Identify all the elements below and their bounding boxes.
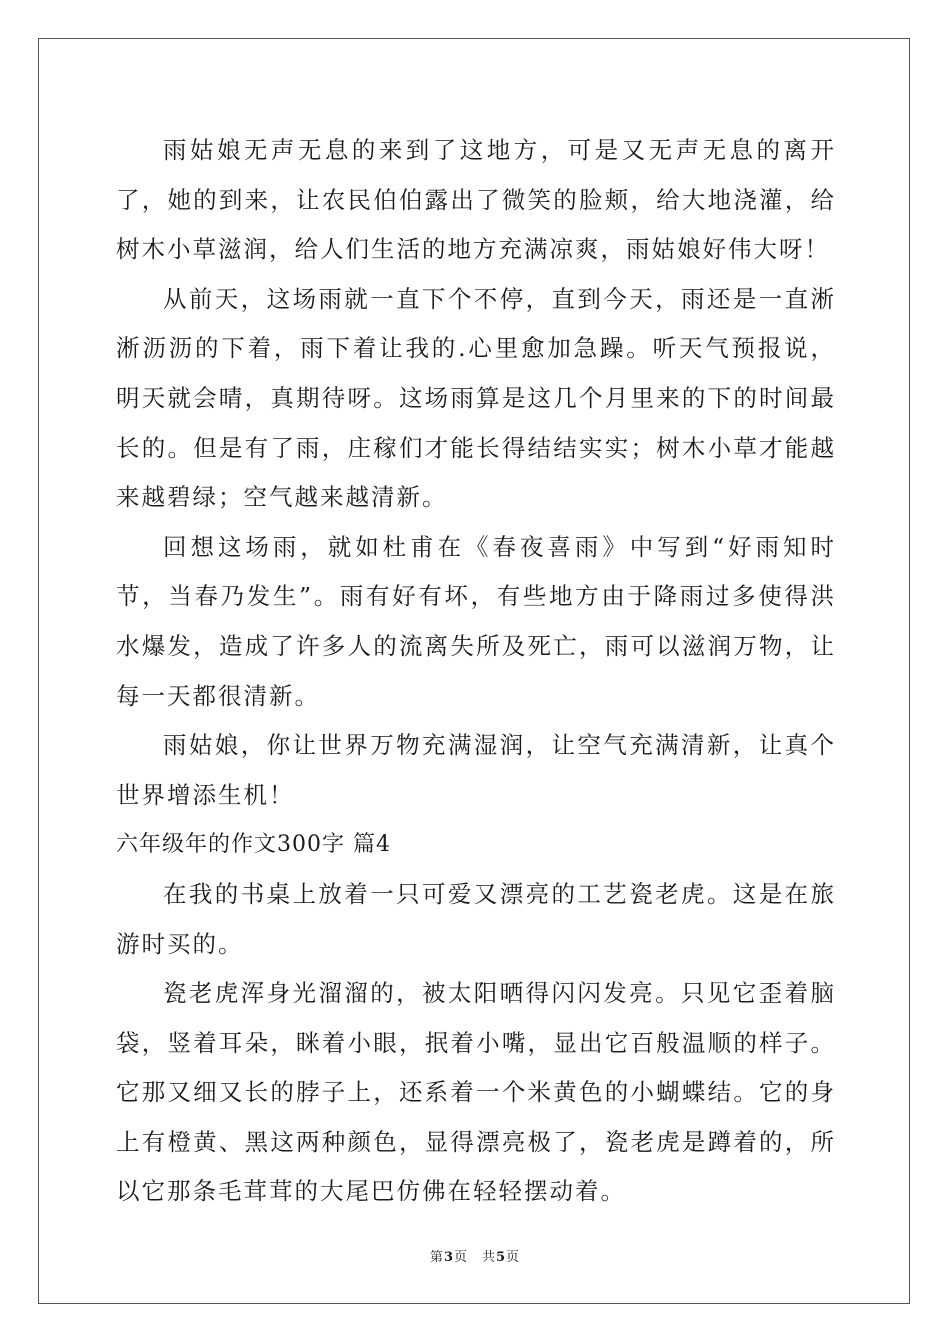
paragraph: 从前天，这场雨就一直下个不停，直到今天，雨还是一直淅淅沥沥的下着，雨下着让我的.心里愈加急躁。听天气预报说，明天就会晴，真期待呀。这场雨算是这几个月里来的下的时间最长的。但是有了雨，庄稼们才能长得结结实实；树木小草才能越来越碧绿；空气越来越清新。	[116, 284, 836, 512]
current-page-number: 3	[443, 1250, 454, 1265]
footer-suffix: 页	[506, 1250, 521, 1265]
page-footer	[0, 1246, 950, 1265]
section-heading: 六年级年的作文300字 篇4	[116, 832, 391, 858]
paragraph: 瓷老虎浑身光溜溜的，被太阳晒得闪闪发亮。只见它歪着脑袋，竖着耳朵，眯着小眼，抿着小嘴，显出它百般温顺的样子。它那又细又长的脖子上，还系着一个米黄色的小蝴蝶结。它的身上有橙黄、黑这两种颜色，显得漂亮极了，瓷老虎是蹲着的，所以它那条毛茸茸的大尾巴仿佛在轻轻摆动着。	[116, 979, 836, 1206]
paragraph: 回想这场雨，就如杜甫在《春夜喜雨》中写到“好雨知时节，当春乃发生”。雨有好有坏，有些地方由于降雨过多使得洪水爆发，造成了许多人的流离失所及死亡，雨可以滋润万物，让每一天都很清新。	[116, 532, 836, 710]
document-body	[116, 126, 836, 1217]
total-page-number: 5	[496, 1250, 507, 1265]
footer-prefix: 第	[429, 1250, 444, 1265]
paragraph: 雨姑娘，你让世界万物充满湿润，让空气充满清新，让真个世界增添生机！	[116, 731, 836, 809]
paragraph: 在我的书桌上放着一只可爱又漂亮的工艺瓷老虎。这是在旅游时买的。	[116, 879, 836, 958]
paragraph: 雨姑娘无声无息的来到了这地方，可是又无声无息的离开了，她的到来，让农民伯伯露出了微笑的脸颊，给大地浇灌，给树木小草滋润，给人们生活的地方充满凉爽，雨姑娘好伟大呀！	[116, 136, 836, 264]
footer-mid: 页 共	[453, 1250, 496, 1265]
